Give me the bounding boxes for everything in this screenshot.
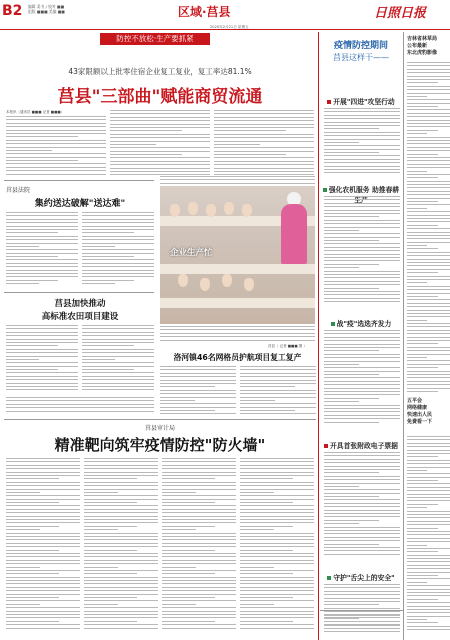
sidebar-headline: 开展"四进"攻坚行动	[320, 96, 402, 106]
main-story-body	[110, 110, 210, 176]
story-body	[82, 212, 154, 287]
bullet-icon	[327, 576, 331, 580]
sidebar-headline: 守护"舌尖上的安全"	[320, 572, 402, 582]
photo-caption: 企业生产忙	[170, 248, 213, 258]
worker-figure	[281, 204, 307, 264]
story-body	[160, 366, 236, 414]
kicker: 43家限额以上批零住宿企业复工复业，复工率达81.1%	[68, 67, 252, 76]
bullet-icon	[331, 322, 335, 326]
sidebar-headline: 强化农机服务 助推春耕	[320, 184, 402, 204]
divider	[4, 180, 154, 181]
main-story-body	[214, 110, 314, 176]
sidebar-title: 疫情防控期间	[333, 41, 388, 51]
main-headline: 莒县"三部曲"赋能商贸流通	[57, 87, 263, 107]
story-body	[6, 325, 78, 395]
story-body	[84, 458, 158, 634]
product-item	[206, 204, 216, 217]
masthead-logo: 日照日报	[374, 6, 427, 21]
editor-line: 组版 ■■■ 美编 ■■	[28, 9, 65, 14]
section-label: 莒县法院	[6, 187, 31, 194]
sidebar-body	[324, 108, 400, 176]
bullet-icon	[324, 444, 328, 448]
editor-info	[28, 4, 65, 14]
sidebar-body	[324, 452, 400, 560]
sidebar-headline: 开具首张附政电子票据	[320, 440, 402, 450]
factory-photo	[160, 186, 315, 324]
photo-credit: 莒县（ 记者 ■■■ 摄 ）	[268, 344, 307, 348]
adjacent-page-column	[405, 32, 450, 640]
story-body	[6, 397, 154, 415]
story-body	[6, 458, 80, 634]
story-headline: 洛河镇46名网格员护航项目复工复产	[173, 353, 302, 362]
column-body	[407, 436, 450, 636]
product-item	[188, 202, 198, 215]
issue-date: 2020年2月21日 星期五	[210, 25, 249, 29]
bullet-icon	[327, 100, 331, 104]
product-item	[170, 204, 180, 217]
story-headline: 莒县加快推动	[54, 299, 106, 309]
product-item	[222, 274, 232, 287]
divider	[4, 292, 154, 293]
sidebar	[320, 32, 402, 640]
product-item	[242, 204, 252, 217]
page-number: B2	[2, 3, 23, 19]
divider	[320, 610, 404, 611]
sidebar-footnote	[324, 614, 400, 636]
column-rule	[403, 32, 404, 640]
product-item	[178, 274, 188, 287]
product-item	[224, 202, 234, 215]
editor-line: 编辑 姜书 / 校对 ■■	[28, 4, 65, 9]
story-body	[82, 325, 154, 395]
page-header	[0, 0, 450, 30]
section-label: 莒县审计局	[144, 425, 175, 432]
photo-description	[160, 326, 315, 342]
sidebar-subtitle: 莒县这样干——	[333, 53, 389, 62]
main-byline: 本报讯（通讯员 ■■■ 记者 ■■■）	[6, 110, 65, 114]
column-body	[407, 62, 450, 392]
section-title: 区域·莒县	[178, 5, 231, 19]
sidebar-body	[324, 196, 400, 306]
sidebar-headline: 战"疫"选选齐发力	[320, 318, 402, 328]
story-headline: 高标准农田项目建设	[41, 312, 119, 322]
column-headline: 吉林省林草局 公布最新 东北虎豹影像	[407, 36, 438, 56]
story-body	[162, 458, 236, 634]
header-rule	[0, 29, 450, 30]
product-item	[200, 278, 210, 291]
story-headline: 集约送达破解"送达难"	[34, 199, 126, 209]
product-item	[244, 278, 254, 291]
main-story-body	[160, 176, 315, 186]
conveyor-belt	[160, 298, 315, 308]
bullet-icon	[323, 188, 327, 192]
story-body	[240, 366, 316, 414]
story-body	[6, 212, 78, 287]
bottom-headline: 精准靶向筑牢疫情防控"防火墙"	[54, 436, 266, 454]
column-rule	[318, 32, 319, 640]
topic-banner: 防控不放松·生产要抓紧	[100, 33, 210, 45]
conveyor-belt	[160, 264, 315, 274]
sidebar-body	[324, 330, 400, 428]
column-headline: 五平会 网络健康 快速出人民 免费看一下	[407, 398, 433, 425]
main-story-body	[6, 116, 106, 176]
divider	[4, 419, 316, 420]
story-body	[240, 458, 314, 634]
